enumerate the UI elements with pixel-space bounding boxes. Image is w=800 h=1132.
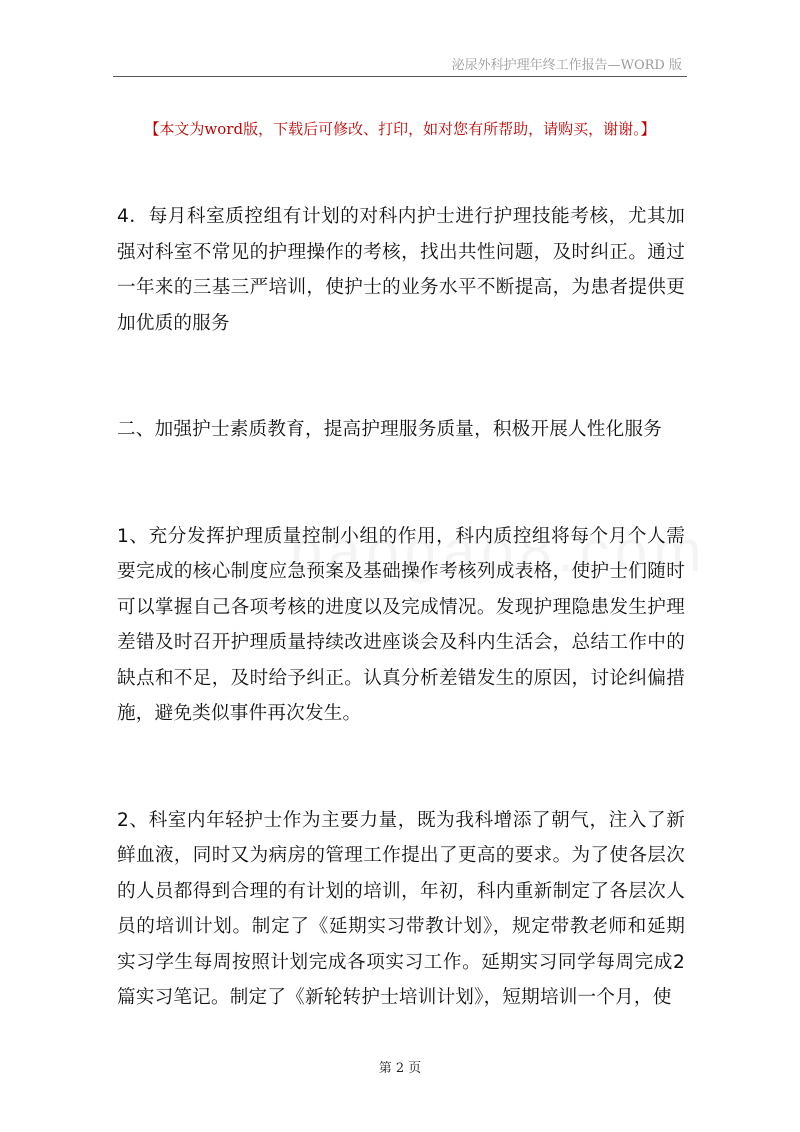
paragraph-skill-assessment: 4．每月科室质控组有计划的对科内护士进行护理技能考核，尤其加强对科室不常见的护理操作的考核，找出共性问题，及时纠正。通过一年来的三基三严培训，使护士的业务水平不断提高，为患者提供更加优质的服务 [117,206,685,334]
paragraph-young-nurse-training: 2、科室内年轻护士作为主要力量，既为我科增添了朝气，注入了新鲜血液，同时又为病房的管理工作提出了更高的要求。为了使各层次的人员都得到合理的有计划的培训，年初，科内重新制定了各层次人员的培训计划。制定了《延期实习带教计划》，规定带教老师和延期实习学生每周按照计划完成各项实习工作。延期实习同学每周完成2篇实习笔记。制定了《新轮转护士培训计划》，短期培训一个月，使 [117,809,685,1008]
purchase-notice: 【本文为word版，下载后可修改、打印，如对您有所帮助，请购买，谢谢。】 [144,120,656,138]
header-divider [113,76,687,77]
section-heading-quality-education: 二、加强护士素质教育，提高护理服务质量，积极开展人性化服务 [117,419,663,440]
header-title: 泌尿外科护理年终工作报告—WORD 版 [451,58,682,73]
paragraph-quality-control-group: 1、充分发挥护理质量控制小组的作用，科内质控组将每个月个人需要完成的核心制度应急预案及基础操作考核列成表格，使护士们随时可以掌握自己各项考核的进度以及完成情况。发现护理隐患发生护理差错及时召开护理质量持续改进座谈会及科内生活会，总结工作中的缺点和不足，及时给予纠正。认真分析差错发生的原因，讨论纠偏措施，避免类似事件再次发生。 [117,525,685,724]
document-body [117,199,685,1016]
page-number: 第 2 页 [378,1061,422,1076]
